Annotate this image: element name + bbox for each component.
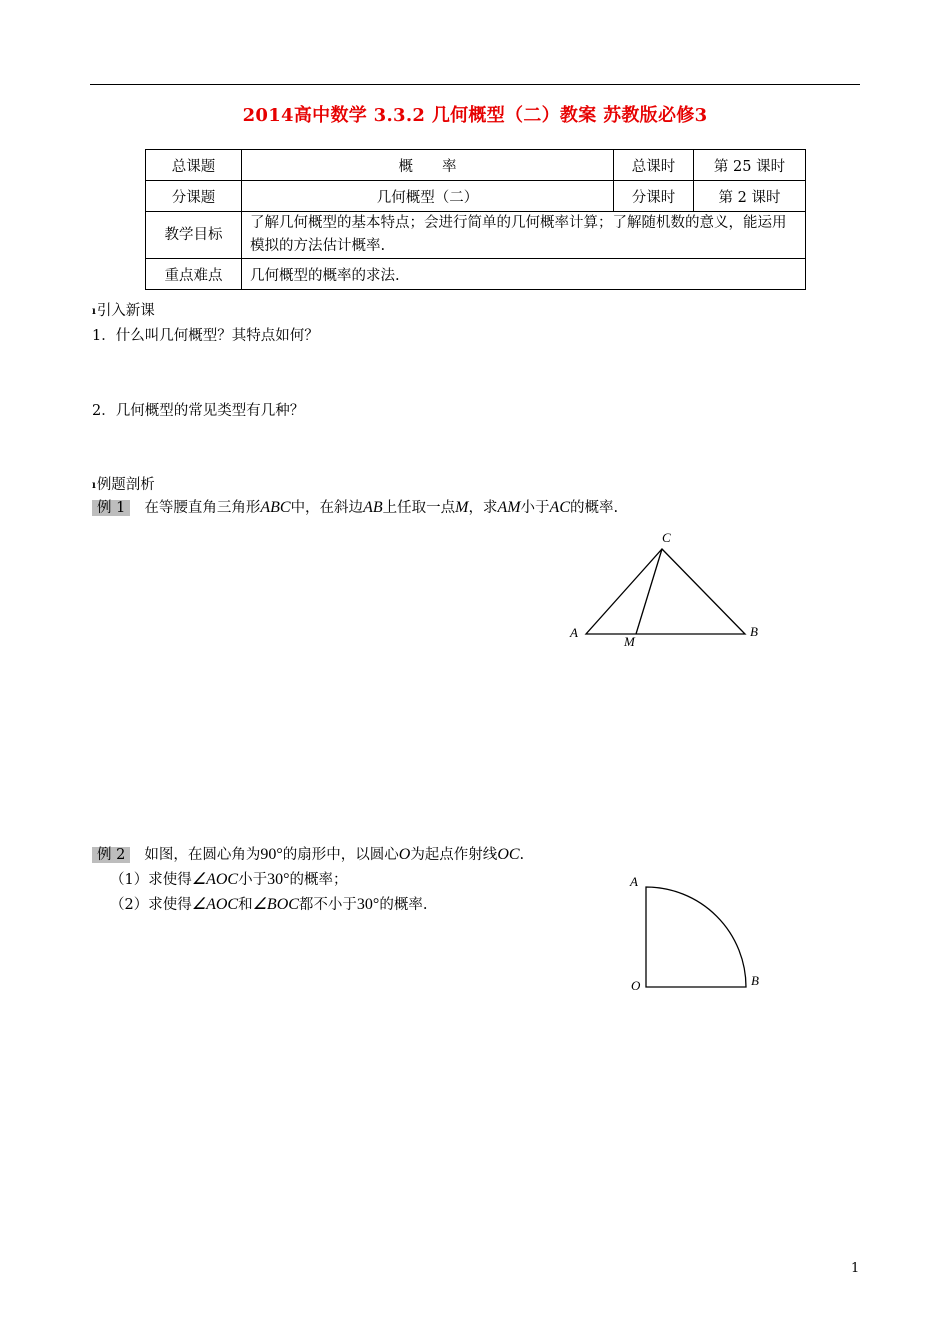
table-cell: 分课时 [614,181,694,212]
label-a: A [630,874,638,889]
document-title: 2014高中数学 3.3.2 几何概型（二）教案 苏教版必修3 [242,105,708,126]
label-b: B [750,624,758,639]
example-2-part-1: （1）求使得∠AOC小于30°的概率； [110,871,348,888]
example-tag: 例 2 [92,847,130,863]
label-c: C [662,530,671,545]
table-cell: 分课题 [146,181,242,212]
table-cell: 几何概型（二） [242,181,614,212]
section-marker-icon: ı [92,480,96,491]
page-number: 1 [851,1261,860,1276]
table-cell: 总课题 [146,150,242,181]
table-cell: 第 25 课时 [694,150,806,181]
table-cell: 重点难点 [146,259,242,290]
quarter-sector [646,887,746,987]
table-cell: 几何概型的概率的求法. [242,259,806,290]
table-cell: 了解几何概型的基本特点；会进行简单的几何概率计算；了解随机数的意义，能运用模拟的方法估计概率. [242,212,806,259]
label-o: O [631,978,641,993]
table-cell: 第 2 课时 [694,181,806,212]
label-a: A [570,625,578,640]
section-marker-icon: ı [92,306,96,317]
question-2: 2．几何概型的常见类型有几种？ [92,403,305,419]
example-1: 例 1 在等腰直角三角形ABC中，在斜边AB上任取一点M，求AM小于AC的概率. [92,496,618,517]
example-2: 例 2 如图，在圆心角为90°的扇形中，以圆心O为起点作射线OC. [92,843,524,864]
label-m: M [624,634,635,649]
table-cell: 教学目标 [146,212,242,259]
table-cell: 概 率 [242,150,614,181]
example-tag: 例 1 [92,500,130,516]
example-2-part-2: （2）求使得∠AOC和∠BOC都不小于30°的概率. [110,896,428,913]
section-heading-examples: ı例题剖析 [92,477,155,493]
question-1: 1．什么叫几何概型？其特点如何？ [92,328,319,344]
label-b: B [751,973,759,988]
section-heading-intro: ı引入新课 [92,303,155,319]
table-cell: 总课时 [614,150,694,181]
